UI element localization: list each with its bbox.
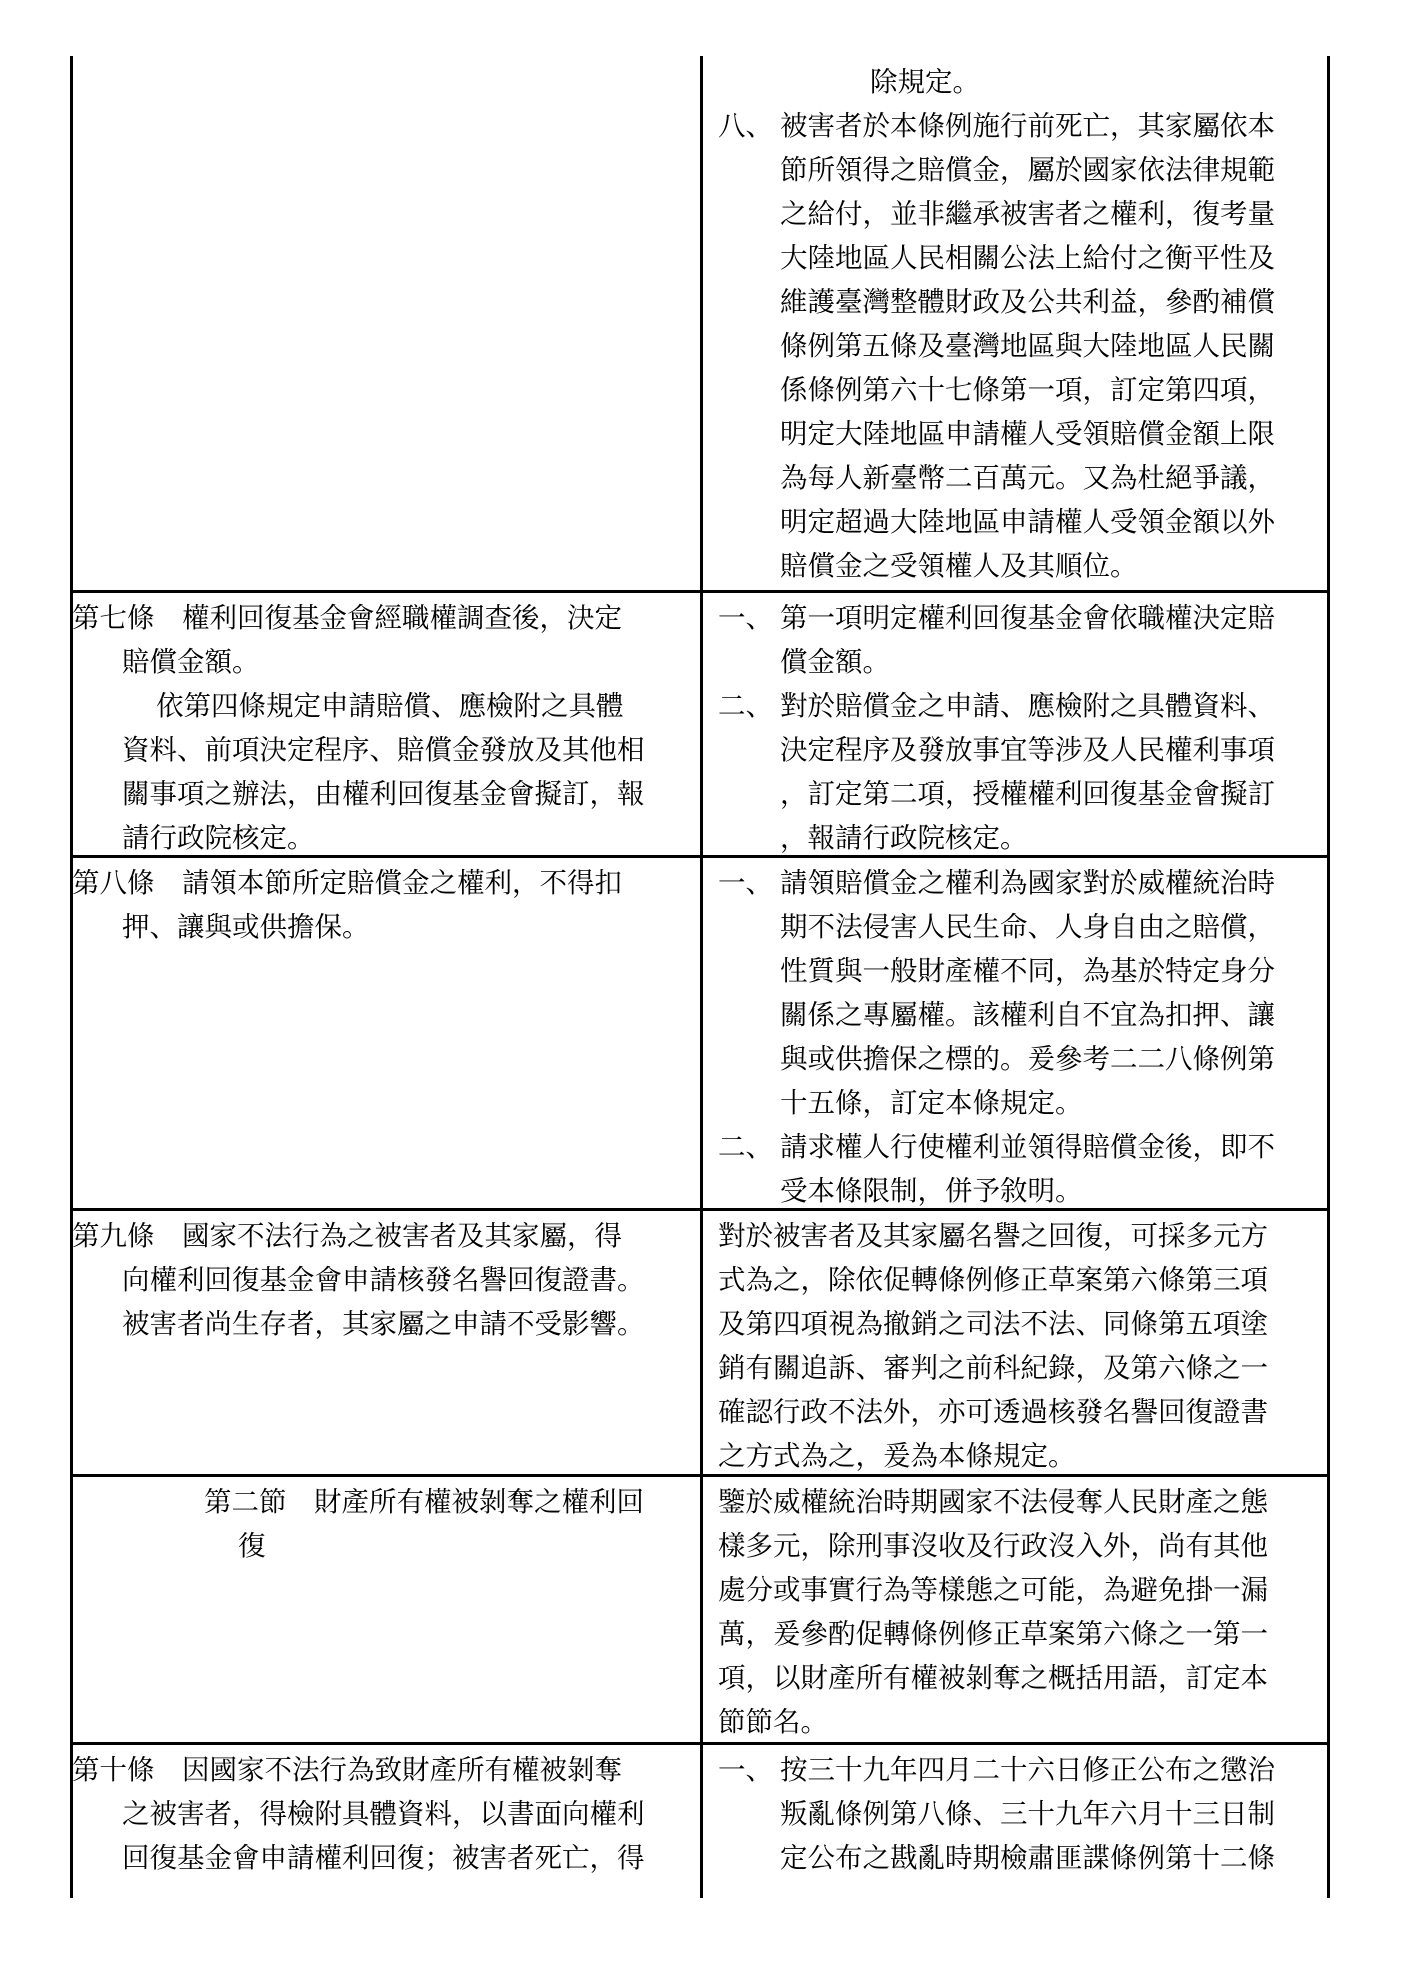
section-line: 第二節 財產所有權被剝奪之權利回 [204,1486,644,1518]
article-8-explanation [718,861,1326,1213]
item-line: 決定程序及發放事宜等涉及人民權利事項 [780,734,1275,766]
item-line: 條例第五條及臺灣地區與大陸地區人民關 [780,330,1275,362]
item-line: 定公布之戡亂時期檢肅匪諜條例第十二條 [780,1842,1275,1874]
item-line: 期不法侵害人民生命、人身自由之賠償， [780,911,1275,943]
continuation-tail: 除規定。 [870,66,980,98]
continuation-left-cell [72,60,702,580]
article-line: 資料、前項決定程序、賠償金發放及其他相 [122,734,645,766]
article-line: 之被害者，得檢附具體資料，以書面向權利 [122,1798,645,1830]
article-line: 關事項之辦法，由權利回復基金會擬訂，報 [122,778,645,810]
explanation-line: 節節名。 [718,1706,828,1738]
item-line: 償金額。 [780,646,890,678]
explanation-item [718,861,1326,1125]
item-line: 與或供擔保之標的。爰參考二二八條例第 [780,1043,1275,1075]
item-line: 係條例第六十七條第一項，訂定第四項， [780,374,1275,406]
explanation-item [718,1125,1326,1213]
section-2-explanation [718,1480,1326,1744]
explanation-line: 銷有關追訴、審判之前科紀錄，及第六條之一 [718,1352,1268,1384]
item-prefix: 八、 [718,110,773,142]
item-eight [718,104,1326,588]
item-line: 為每人新臺幣二百萬元。又為杜絕爭議， [780,462,1275,494]
item-line: ，訂定第二項，授權權利回復基金會擬訂 [780,778,1275,810]
item-line: 賠償金之受領權人及其順位。 [780,550,1138,582]
explanation-line: 項，以財產所有權被剝奪之概括用語，訂定本 [718,1662,1268,1694]
explanation-line: 樣多元，除刑事沒收及行政沒入外，尚有其他 [718,1530,1268,1562]
article-line: 第九條 國家不法行為之被害者及其家屬，得 [72,1220,622,1252]
article-7-text [72,596,702,860]
item-line: 對於賠償金之申請、應檢附之具體資料、 [780,690,1275,722]
explanation-item [718,596,1326,684]
article-line: 被害者尚生存者，其家屬之申請不受影響。 [122,1308,645,1340]
article-9-text [72,1214,702,1346]
section-line: 復 [238,1530,266,1562]
item-prefix: 二、 [718,1131,773,1163]
item-line: 關係之專屬權。該權利自不宜為扣押、讓 [780,999,1275,1031]
item-line: 節所領得之賠償金，屬於國家依法律規範 [780,154,1275,186]
article-line: 依第四條規定申請賠償、應檢附之具體 [156,690,624,722]
article-9-explanation [718,1214,1326,1478]
article-line: 回復基金會申請權利回復；被害者死亡，得 [122,1842,645,1874]
item-line: 大陸地區人民相關公法上給付之衡平性及 [780,242,1275,274]
item-line: 請領賠償金之權利為國家對於威權統治時 [780,867,1275,899]
explanation-line: 處分或事實行為等樣態之可能，為避免掛一漏 [718,1574,1268,1606]
article-10-text [72,1748,702,1880]
item-line: ，報請行政院核定。 [780,822,1028,854]
item-prefix: 一、 [718,602,773,634]
explanation-line: 之方式為之，爰為本條規定。 [718,1440,1076,1472]
explanation-line: 鑒於威權統治時期國家不法侵奪人民財產之態 [718,1486,1268,1518]
article-line: 賠償金額。 [122,646,260,678]
section-2-heading [72,1480,702,1568]
explanation-line: 萬，爰參酌促轉條例修正草案第六條之一第一 [718,1618,1268,1650]
item-line: 明定超過大陸地區申請權人受領金額以外 [780,506,1275,538]
item-prefix: 一、 [718,867,773,899]
item-line: 明定大陸地區申請權人受領賠償金額上限 [780,418,1275,450]
explanation-line: 對於被害者及其家屬名譽之回復，可採多元方 [718,1220,1268,1252]
article-line: 押、讓與或供擔保。 [122,911,370,943]
item-line: 十五條，訂定本條規定。 [780,1087,1083,1119]
row-divider [70,590,1330,593]
article-line: 向權利回復基金會申請核發名譽回復證書。 [122,1264,645,1296]
article-line: 第七條 權利回復基金會經職權調查後，決定 [72,602,622,634]
explanation-item [718,1748,1326,1880]
table-border-right [1327,56,1330,1898]
explanation-item [718,684,1326,860]
item-prefix: 一、 [718,1754,773,1786]
article-8-text [72,861,702,949]
explanation-line: 及第四項視為撤銷之司法不法、同條第五項塗 [718,1308,1268,1340]
explanation-line: 確認行政不法外，亦可透過核發名譽回復證書 [718,1396,1268,1428]
continuation-explanation [718,60,1326,588]
item-line: 性質與一般財產權不同，為基於特定身分 [780,955,1275,987]
item-prefix: 二、 [718,690,773,722]
article-line: 請行政院核定。 [122,822,315,854]
article-line: 第八條 請領本節所定賠償金之權利，不得扣 [72,867,622,899]
item-line: 叛亂條例第八條、三十九年六月十三日制 [780,1798,1275,1830]
item-line: 被害者於本條例施行前死亡，其家屬依本 [780,110,1275,142]
explanation-line: 式為之，除依促轉條例修正草案第六條第三項 [718,1264,1268,1296]
article-10-explanation [718,1748,1326,1880]
item-line: 之給付，並非繼承被害者之權利，復考量 [780,198,1275,230]
article-line: 第十條 因國家不法行為致財產所有權被剝奪 [72,1754,622,1786]
item-line: 請求權人行使權利並領得賠償金後，即不 [780,1131,1275,1163]
article-7-explanation [718,596,1326,860]
item-line: 受本條限制，併予敘明。 [780,1175,1083,1207]
item-line: 第一項明定權利回復基金會依職權決定賠 [780,602,1275,634]
item-line: 按三十九年四月二十六日修正公布之懲治 [780,1754,1275,1786]
item-line: 維護臺灣整體財政及公共利益，參酌補償 [780,286,1275,318]
